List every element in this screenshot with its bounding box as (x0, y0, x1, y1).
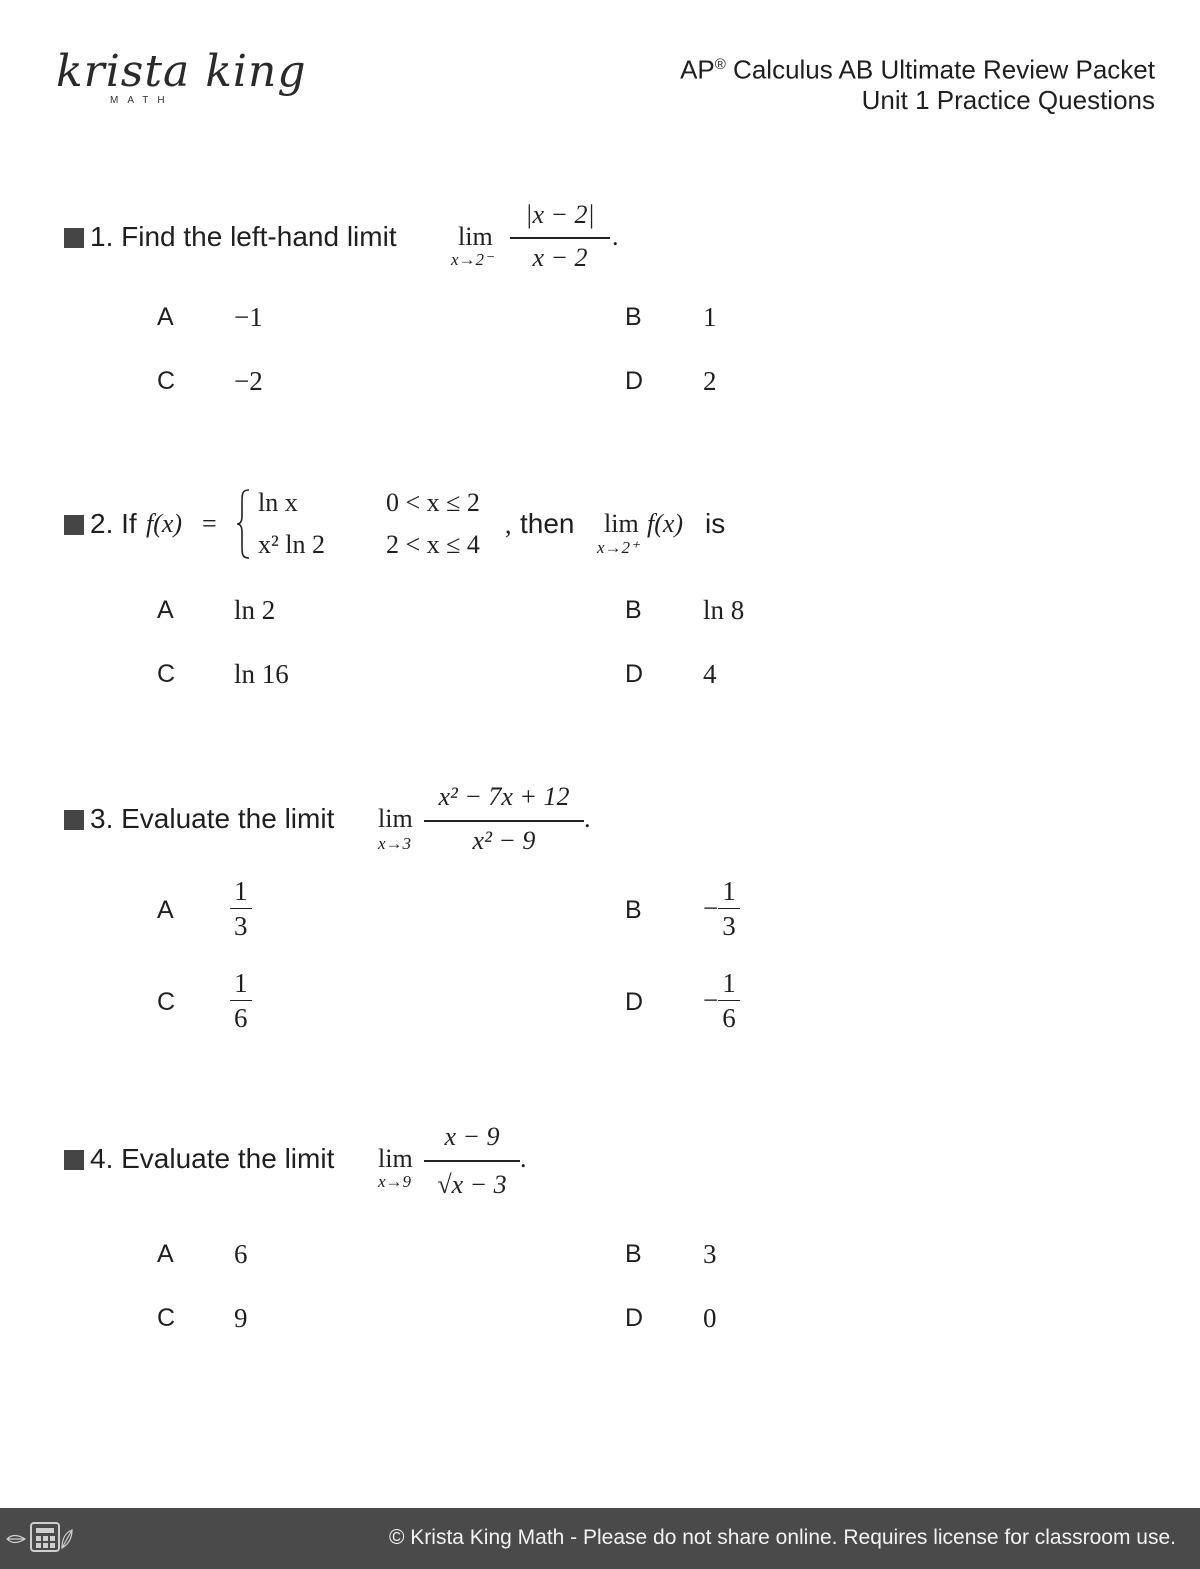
q1-choice-b-label[interactable]: B (625, 303, 642, 331)
q4-period: . (520, 1144, 527, 1173)
q3-choice-d-value[interactable]: − $\frac{1}{6}$ (703, 966, 740, 1035)
q1-choice-a-value[interactable]: −1 (234, 302, 263, 332)
q3-choice-b-label[interactable]: B (625, 896, 642, 924)
q3-fraction-bar (424, 820, 584, 822)
q2-fx: f(x) (146, 509, 183, 538)
question-marker (64, 1150, 84, 1170)
q4-lim-subscript: x→9 (378, 1172, 412, 1191)
q1-numerator: |x − 2| (525, 200, 595, 229)
q2-choice-b-label[interactable]: B (625, 596, 642, 624)
q2-lim-fx: f(x) (647, 509, 684, 538)
q2-choice-c-value[interactable]: ln 16 (234, 659, 289, 689)
q3-choice-c-label[interactable]: C (157, 988, 176, 1016)
logo-subtext: MATH (110, 95, 174, 106)
q2-choice-c-label[interactable]: C (157, 660, 176, 688)
q4-choice-a-label[interactable]: A (157, 1240, 174, 1268)
q2-brace (236, 488, 250, 560)
q2-lim-subscript: x→2⁺ (597, 538, 640, 557)
q2-case1-condition: 0 < x ≤ 2 (386, 488, 480, 517)
q3-lim: lim (378, 804, 413, 833)
q1-choice-c-value[interactable]: −2 (234, 366, 263, 396)
q4-choice-c-label[interactable]: C (157, 1304, 176, 1332)
question-marker (64, 810, 84, 830)
leaf-icon (6, 1532, 26, 1546)
q1-choice-b-value[interactable]: 1 (703, 302, 717, 332)
q3-choice-b-value[interactable]: − $\frac{1}{3}$ (703, 874, 740, 943)
q4-choice-a-value[interactable]: 6 (234, 1239, 248, 1269)
q1-choice-d-label[interactable]: D (625, 367, 644, 395)
q2-choice-a-value[interactable]: ln 2 (234, 595, 276, 625)
q1-choice-c-label[interactable]: C (157, 367, 176, 395)
q4-choice-c-value[interactable]: 9 (234, 1303, 248, 1333)
leaf-icon (60, 1528, 74, 1550)
q3-choice-a-label[interactable]: A (157, 896, 174, 924)
q2-choice-a-label[interactable]: A (157, 596, 174, 624)
q1-lim: lim (458, 222, 493, 251)
q3-numerator: x² − 7x + 12 (438, 782, 570, 811)
q2-then: then (520, 508, 575, 539)
q3-denominator: x² − 9 (472, 826, 536, 855)
q3-choice-a-value[interactable]: $\frac{1}{3}$ (230, 874, 252, 943)
q4-choice-b-value[interactable]: 3 (703, 1239, 717, 1269)
q1-prompt: 1. Find the left-hand limit (90, 221, 397, 252)
q4-numerator: x − 9 (444, 1122, 500, 1151)
q2-comma: , (505, 510, 512, 539)
packet-title: AP® Calculus AB Ultimate Review Packet (680, 54, 1155, 85)
question-marker (64, 228, 84, 248)
q1-denominator: x − 2 (532, 243, 588, 272)
q2-equals: = (202, 509, 217, 538)
q1-choice-d-value[interactable]: 2 (703, 366, 717, 396)
q2-choice-b-value[interactable]: ln 8 (703, 595, 745, 625)
q3-period: . (584, 804, 591, 833)
q2-case1-expression: ln x (258, 488, 298, 517)
question-marker (64, 515, 84, 535)
logo-wordmark: krista king (56, 46, 307, 97)
q4-denominator: √x − 3 (437, 1170, 507, 1199)
q4-choice-d-label[interactable]: D (625, 1304, 644, 1332)
calculator-icon (30, 1522, 60, 1552)
q1-fraction-bar (510, 237, 610, 239)
q1-lim-subscript: x→2⁻ (451, 250, 494, 269)
q2-is: is (705, 508, 726, 539)
unit-title: Unit 1 Practice Questions (861, 85, 1155, 115)
q1-period: . (612, 222, 619, 251)
q2-case2-condition: 2 < x ≤ 4 (386, 530, 480, 559)
q4-choice-b-label[interactable]: B (625, 1240, 642, 1268)
q3-choice-c-value[interactable]: $\frac{1}{6}$ (230, 966, 252, 1035)
q3-choice-d-label[interactable]: D (625, 988, 644, 1016)
q2-prompt: 2. If (90, 508, 137, 539)
q2-lim: lim (604, 509, 639, 538)
q2-case2-expression: x² ln 2 (258, 530, 326, 559)
q3-prompt: 3. Evaluate the limit (90, 803, 335, 834)
q4-lim: lim (378, 1144, 413, 1173)
q4-prompt: 4. Evaluate the limit (90, 1143, 335, 1174)
q4-fraction-bar (424, 1160, 520, 1162)
q3-lim-subscript: x→3 (378, 834, 412, 853)
q1-choice-a-label[interactable]: A (157, 303, 174, 331)
copyright-notice: © Krista King Math - Please do not share online. Requires license for classroom use. (388, 1526, 1176, 1549)
q4-choice-d-value[interactable]: 0 (703, 1303, 717, 1333)
q2-choice-d-label[interactable]: D (625, 660, 644, 688)
q2-choice-d-value[interactable]: 4 (703, 659, 717, 689)
